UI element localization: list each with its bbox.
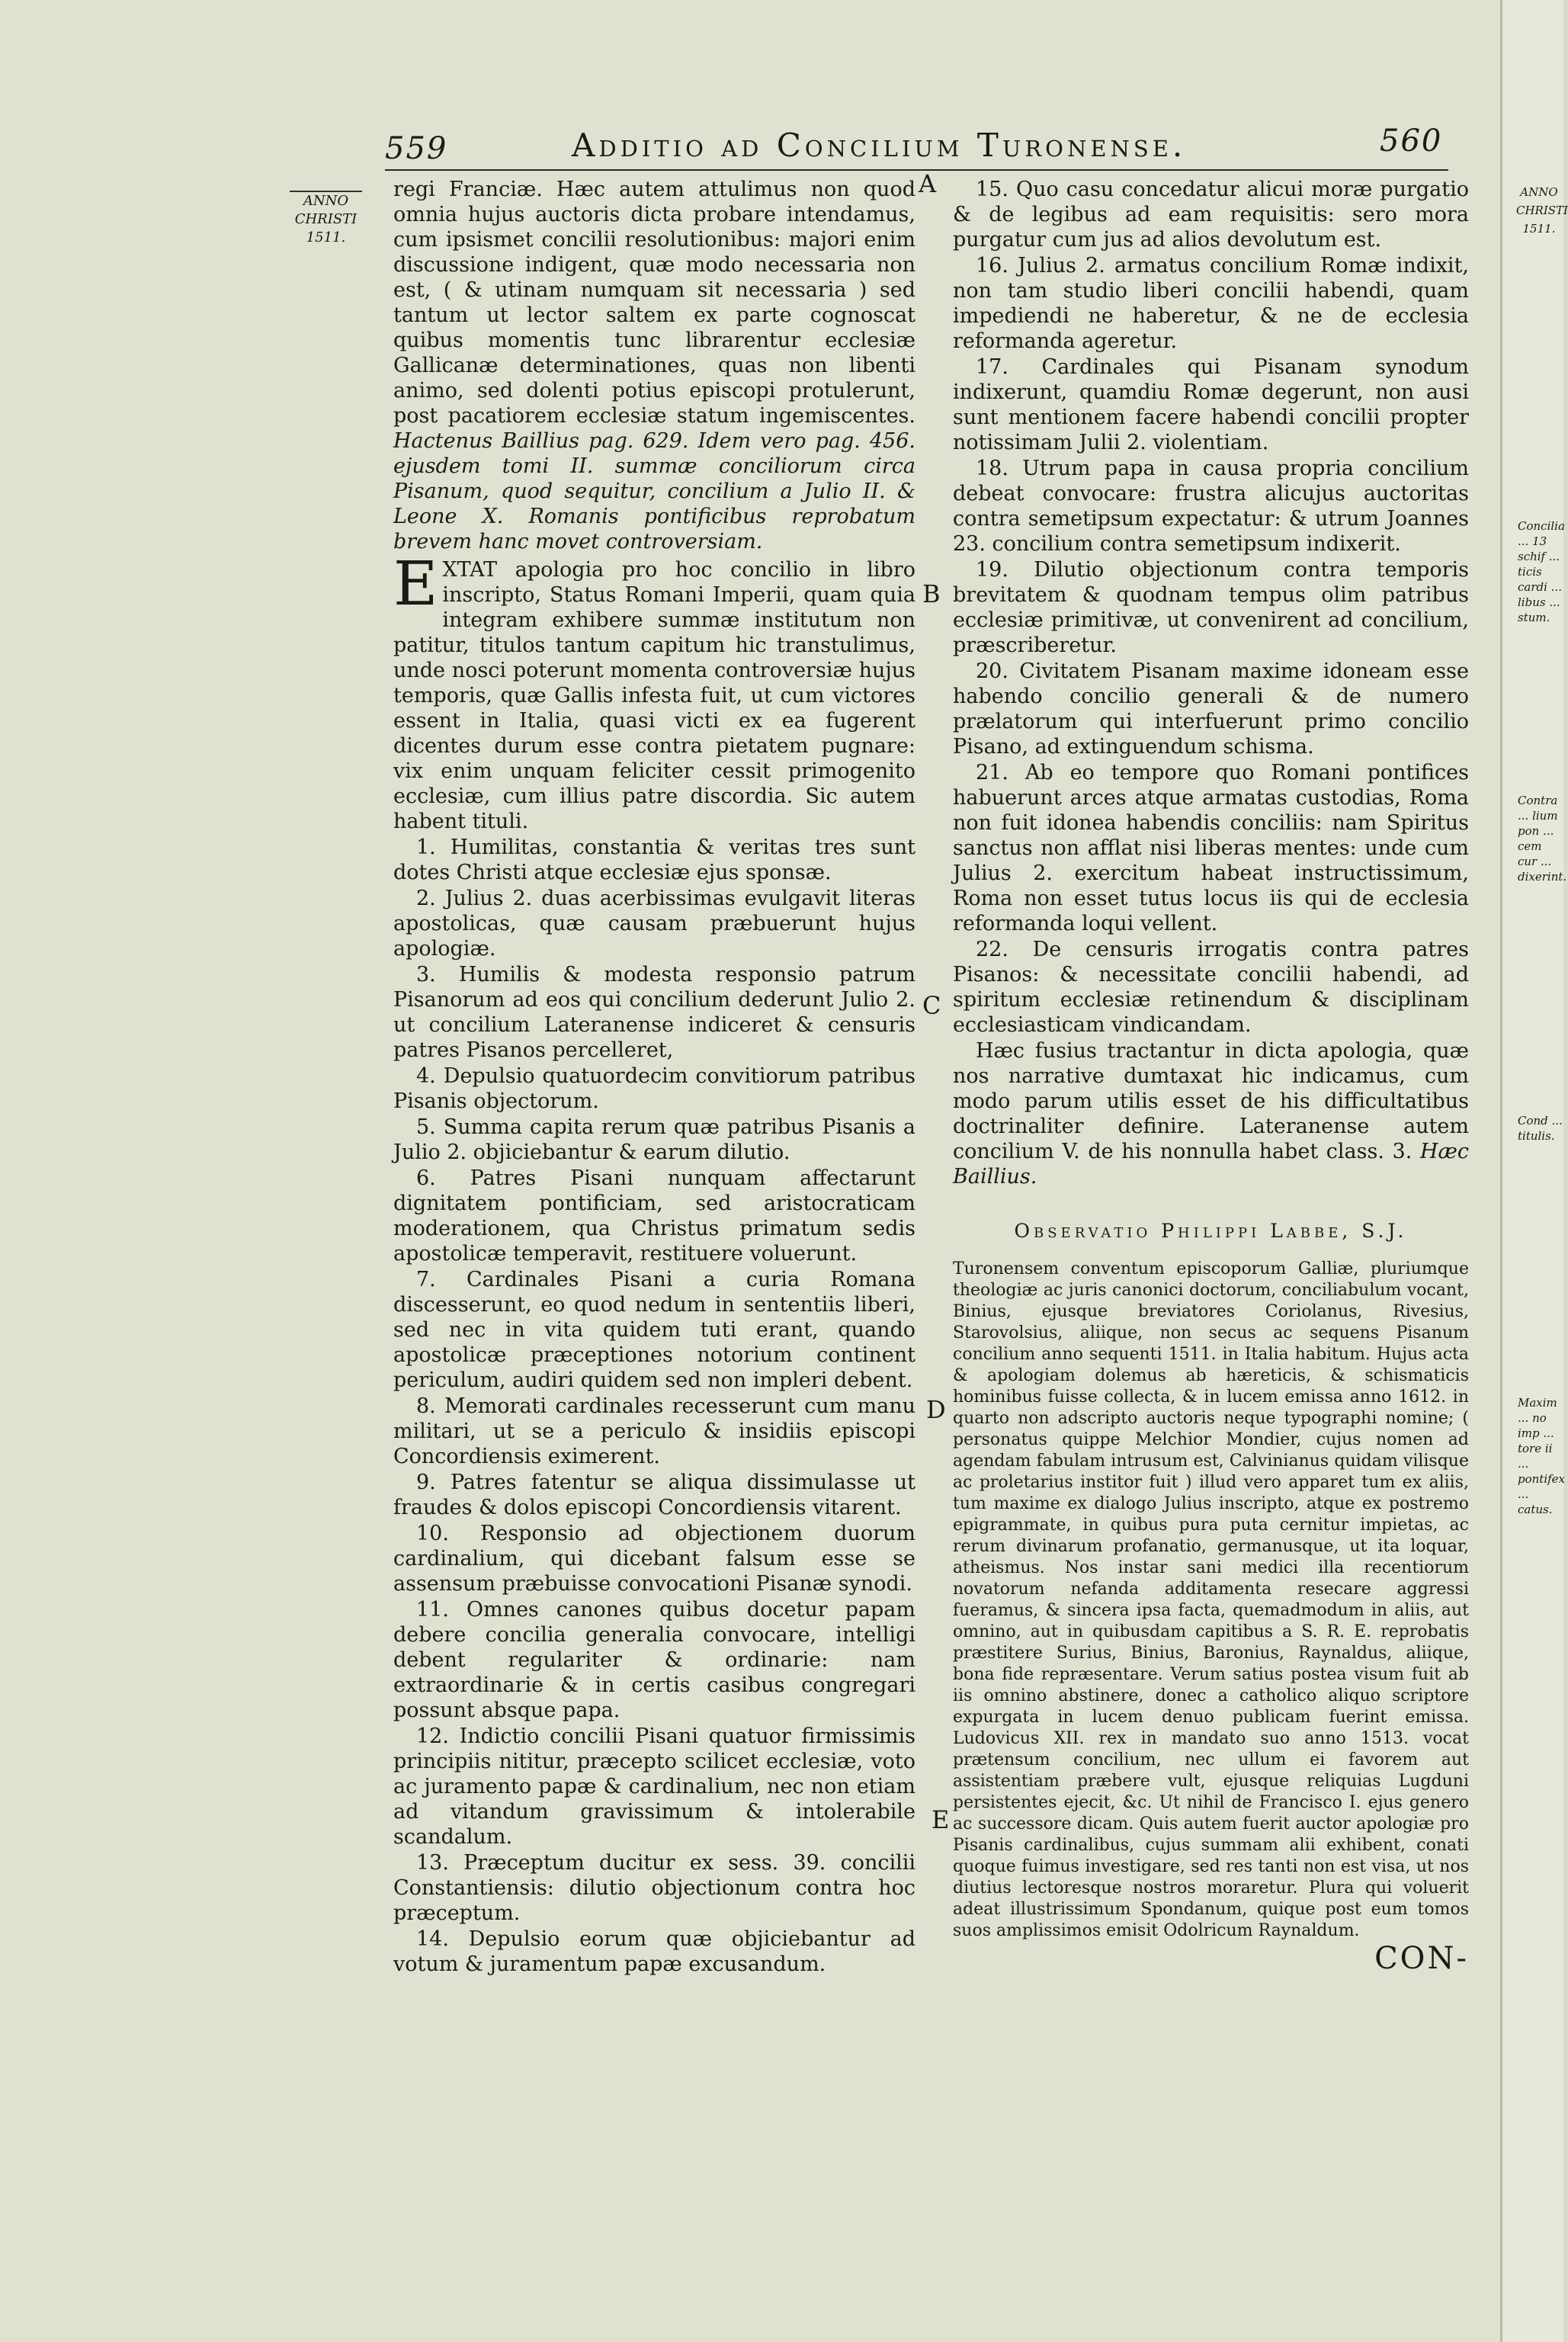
list-item: 5. Summa capita rerum quæ patribus Pisanis a Julio 2. objiciebantur & earum dilutio. [393, 1115, 915, 1164]
list-item: 14. Depulsio eorum quæ objiciebantur ad votum & juramentum papæ excusandum. [393, 1927, 915, 1976]
next-page-edge [1500, 0, 1568, 2342]
drop-cap: E [393, 548, 438, 619]
section-letter-e: E [932, 1805, 950, 1834]
next-page-note: Contra ... lium pon ... cem cur ... dixerint. [1518, 794, 1567, 884]
list-item: 4. Depulsio quatuordecim convitiorum patribus Pisanis objectorum. [393, 1064, 915, 1113]
left-column [393, 177, 915, 1978]
list-item: 15. Quo casu concedatur alicui moræ purgatio & de legibus ad eam requisitis: sero mora purgatur cum jus ad alios devolutum est. [953, 178, 1469, 252]
list-item: 20. Civitatem Pisanam maxime idoneam esse habendo concilio generali & de numero prælatorum qui interfuerunt primo concilio Pisano, ad extinguendum schisma. [953, 659, 1469, 759]
list-item: 16. Julius 2. armatus concilium Romæ indixit, non tam studio liberi concilii habendi, quam impediendi ne haberetur, & ne de ecclesia reformanda ageretur. [953, 254, 1469, 353]
observation-heading: Observatio Philippi Labbe, S.J. [1014, 1220, 1408, 1242]
list-item: 22. De censuris irrogatis contra patres Pisanos: & necessitate concilii habendi, ad spiritum ecclesiæ retinendum & disciplinam ecclesiasticam vindicandam. [953, 938, 1469, 1037]
list-item: 18. Utrum papa in causa propria concilium debeat convocare: frustra alicujus auctoritas contra semetipsum expectatur: & utrum Joannes 23. concilium contra semetipsum indixerit. [953, 457, 1469, 556]
list-item: 9. Patres fatentur se aliqua dissimulasse ut fraudes & dolos episcopi Concordiensis vitarent. [393, 1471, 915, 1519]
list-item: 6. Patres Pisani nunquam affectarunt dignitatem pontificiam, sed aristocraticam moderationem, qua Christus primatum sedis apostolicæ temperavit, restituere voluerunt. [393, 1166, 915, 1266]
list-item: 17. Cardinales qui Pisanam synodum indixerunt, quamdiu Romæ degerunt, non ausi sunt mentionem facere habendi concilii propter notissimam Julii 2. violentiam. [953, 355, 1469, 454]
next-page-note: Maxim ... no imp ... tore ii ... pontifex ... catus. [1518, 1396, 1566, 1516]
list-item: 10. Responsio ad objectionem duorum cardinalium, qui dicebant falsum esse se assensum præbuisse convocationi Pisanæ synodi. [393, 1522, 915, 1596]
page-number-left: 559 [385, 131, 448, 166]
section-letter-a: A [919, 169, 937, 198]
intro-paragraph: regi Franciæ. Hæc autem attulimus non quod omnia hujus auctoris dicta probare intendamus, cum ipsismet concilii resolutionibus: majori enim discussione indigent, quæ modo necessaria non est, ( & utinam numquam sit necessaria ) sed tantum ut lector saltem ex parte cognoscat quibus momentis tunc librarentur ecclesiæ Gallicanæ determinationes, quas non libenti animo, sed dolenti potius episcopi protulerunt, post pacatiorem ecclesiæ statum ingemiscentes. Hactenus Baillius pag. 629. Idem vero pag. 456. ejusdem tomi II. summæ conciliorum circa Pisanum, quod sequitur, concilium a Julio II. & Leone X. Romanis pontificibus reprobatum brevem hanc movet controversiam. [393, 178, 915, 553]
list-item: 8. Memorati cardinales recesserunt cum manu militari, ut se a periculo & insidiis episcopi Concordiensis eximerent. [393, 1394, 915, 1468]
list-item: 19. Dilutio objectionum contra temporis brevitatem & quodnam tempus olim patribus ecclesiæ primitivæ, ut convenirent ad concilium, præscriberetur. [953, 558, 1469, 657]
list-item: 7. Cardinales Pisani a curia Romana discesserunt, eo quod nedum in sententiis liberi, sed nec in vita quidem tuti erant, quando apostolicæ præceptiones notorium continent periculum, audiri quidem sed non impleri debent. [393, 1268, 915, 1392]
list-item: 12. Indictio concilii Pisani quatuor firmissimis principiis nititur, præcepto scilicet ecclesiæ, voto ac juramento papæ & cardinalium, nec non etiam ad vitandum gravissimum & intolerabile scandalum. [393, 1724, 915, 1849]
year-margin-note: ANNO CHRISTI 1511. [290, 191, 362, 247]
observation-text: Turonensem conventum episcoporum Galliæ, pluriumque theologiæ ac juris canonici doctorum, conciliabulum vocant, Binius, ejusque breviatores Coriolanus, Rivesius, Starovolsius, aliique, non secus ac sequens Pisanum concilium anno sequenti 1511. in Italia habitum. Hujus acta & apologiam dolemus ab hæreticis, & schismaticis hominibus fuisse collecta, & in lucem emissa anno 1612. in quarto non adscripto auctoris neque typographi nomine; ( personatus quippe Melchior Mondier, cujus nomen ad agendam fabulam intrusum est, Calvinianus quidam vilisque ac proletarius institor fuit ) illud vero apparet tum ex aliis, tum maxime ex dialogo Julius inscripto, atque ex postremo epigrammate, in quibus pura puta cernitur impietas, ac rerum divinarum profanatio, germanusque, ut ita loquar, atheismus. Nos instar sani medici illa recentiorum novatorum nefanda additamenta resecare aggressi fueramus, & sincera ipsa facta, quemadmodum in aliis, aut omnino, aut in quibusdam capitibus a S. R. E. reprobatis præstitere Surius, Binius, Baronius, Raynaldus, aliique, bona fide repræsentare. Verum satius postea visum fuit ab iis omnino abstinere, donec a catholico aliquo scriptore expurgata in lucem denuo publicam fuerint emissa. Ludovicus XII. rex in mandato suo anno 1513. vocat prætensum concilium, nec ullum ei favorem aut assistentiam præbere vult, ejusque reliquias Lugduni persistentes ejecit, &c. Ut nihil de Francisco I. ejus genero ac successore dicam. Quis autem fuerit auctor apologiæ pro Pisanis cardinalibus, cujus summam alii exhibent, conati quoque fuimus investigare, sed res tanti non est visa, ut nos diutius lectoresque nostros moraretur. Plura qui voluerit adeat illustrissimum Spondanum, quique post eum tomos suos amplissimos emisit Odolricum Raynaldum. [953, 1259, 1469, 1940]
right-column [953, 177, 1469, 1976]
page-number-right: 560 [1380, 124, 1443, 159]
list-item: 21. Ab eo tempore quo Romani pontifices habuerunt arces atque armatas custodias, Roma non fuit idonea habendis conciliis: nam Spiritus sanctus non afflat nisi liberas mentes: unde cum Julius 2. exercitum habeat instructissimum, Roma non esset tutus locus iis qui de ecclesia reformanda loqui vellent. [953, 761, 1469, 935]
list-item: 2. Julius 2. duas acerbissimas evulgavit literas apostolicas, quæ causam præbuerunt hujus apologiæ. [393, 887, 915, 961]
running-title: Additio ad Concilium Turonense. [572, 127, 1187, 164]
section-letter-b: B [922, 579, 941, 608]
baillius-citation: Hactenus Baillius pag. 629. Idem vero pag. 456. ejusdem tomi II. summæ conciliorum circa Pisanum, quod sequitur, concilium a Julio II. & Leone X. Romanis pontificibus reprobatum brevem hanc movet controversiam. [393, 429, 915, 553]
list-item: 3. Humilis & modesta responsio patrum Pisanorum ad eos qui concilium dederunt Julio 2. ut concilium Lateranense indiceret & censuris patres Pisanos percelleret, [393, 963, 915, 1062]
next-page-note: Cond ... titulis. [1518, 1114, 1563, 1143]
header-rule [385, 169, 1448, 171]
apology-paragraph: E XTAT apologia pro hoc concilio in libro inscripto, Status Romani Imperii, quam quia integram exhibere summæ institutum non patitur, titulos tantum capitum hic transtulimus, unde nosci poterunt momenta controversiæ hujus temporis, quæ Gallis infesta fuit, ut cum victores essent in Italia, quasi victi ex ea fugerent dicentes durum esse contra pietatem pugnare: vix enim unquam feliciter cessit primogenito ecclesiæ, cum illius patre discordia. Sic autem habent tituli. [393, 548, 915, 833]
next-page-note: Concilia ... 13 schif ... ticis cardi ... libus ... stum. [1518, 519, 1565, 624]
catchword: CON- [1374, 1941, 1469, 1976]
next-page-year-note: ANNO CHRISTI 1511. [1516, 185, 1568, 236]
list-item: 11. Omnes canones quibus docetur papam debere concilia generalia convocare, intelligi debent regulariter & ordinarie: nam extraordinarie & in certis casibus congregari possunt absque papa. [393, 1598, 915, 1722]
list-item: 1. Humilitas, constantia & veritas tres sunt dotes Christi atque ecclesiæ ejus sponsæ. [393, 836, 915, 884]
list-item: 13. Præceptum ducitur ex sess. 39. concilii Constantiensis: dilutio objectionum contra hoc præceptum. [393, 1851, 915, 1925]
closing-paragraph: Hæc fusius tractantur in dicta apologia, quæ nos narrative dumtaxat hic indicamus, cum modo parum utilis esset de his difficultatibus doctrinaliter definire. Lateranense autem concilium V. de his nonnulla habet class. 3. Hæc Baillius. [953, 1039, 1469, 1189]
section-letter-c: C [922, 991, 941, 1020]
section-letter-d: D [926, 1395, 946, 1424]
running-head [0, 114, 1500, 175]
